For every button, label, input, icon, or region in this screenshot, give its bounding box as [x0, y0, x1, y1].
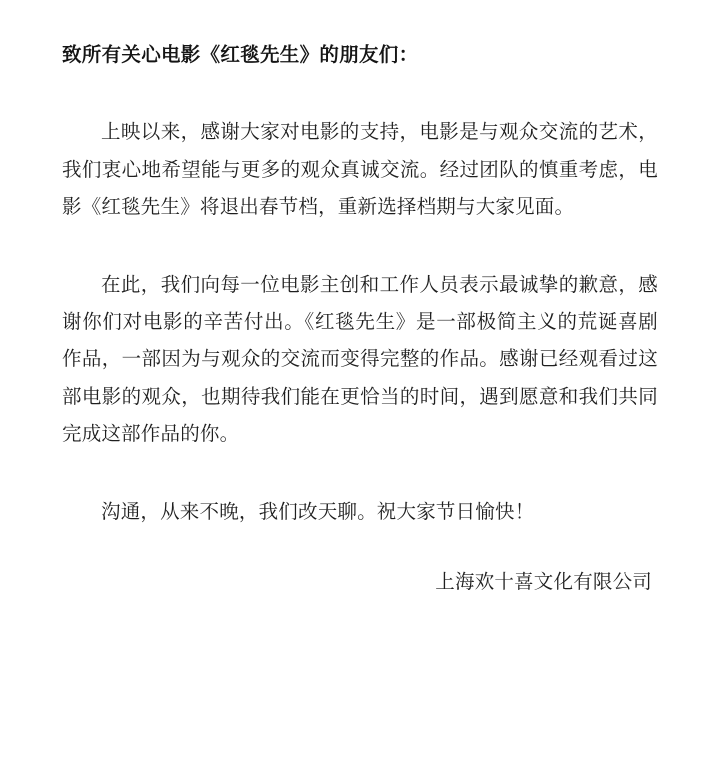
document-paragraph-3: 沟通，从来不晚，我们改天聊。祝大家节日愉快！ — [101, 499, 535, 523]
document-signature: 上海欢十喜文化有限公司 — [435, 570, 652, 594]
document-paragraph-2: 在此，我们向每一位电影主创和工作人员表示最诚挚的歉意，感谢你们对电影的辛苦付出。《红毯先生》是一部极简主义的荒诞喜剧作品，一部因为与观众的交流而变得完整的作品。感谢已经观看过这部电影的观众，也期待我们能在更恰当的时间，遇到愿意和我们共同完成这部作品的你。 — [62, 272, 658, 446]
document-paragraph-1: 上映以来，感谢大家对电影的支持，电影是与观众交流的艺术，我们衷心地希望能与更多的观众真诚交流。经过团队的慎重考虑，电影《红毯先生》将退出春节档，重新选择档期与大家见面。 — [62, 120, 658, 219]
document-title: 致所有关心电影《红毯先生》的朋友们： — [62, 43, 419, 66]
